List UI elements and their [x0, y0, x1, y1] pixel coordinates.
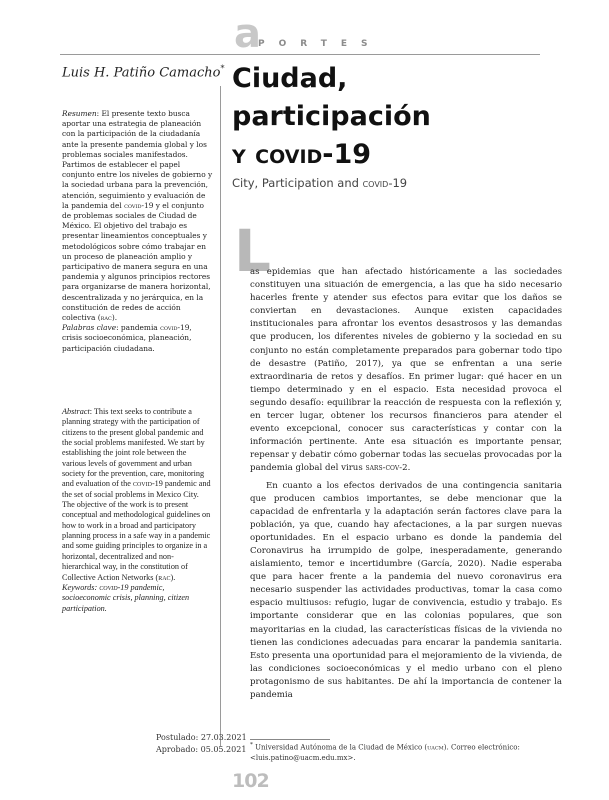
article-body [250, 266, 562, 702]
body-paragraph-2: En cuanto a los efectos derivados de una contingencia sanitaria que producen cambios importantes, se debe mencionar que la capacidad de enfrentarla y la adaptación serán factores clave para la población, ya que, cuando hay afectaciones, a la par surgen nuevas oportunidades. En el espacio urbano es donde la pandemia del Coronavirus ha irrumpido de golpe, inesperadamente, generando aislamiento, temor e incertidumbre (García, 2020). Nadie esperaba que para hacer frente a la pandemia del nuevo coronavirus era necesario suspender las actividades productivas, tomar la casa como espacio multiusos: refugio, lugar de convivencia, estudio y trabajo. Es importante considerar que en las colonias populares, que son mayoritarias en la ciudad, las características físicas de la vivienda no tienen las condiciones adecuadas para encarar la pandemia sanitaria. Esto presenta una oportunidad para el mejoramiento de la vivienda, de las condiciones socioeconómicas y el medio urbano con el pleno protagonismo de sus habitantes. De ahí la importancia de contener la pandemia [250, 480, 562, 700]
palabras-clave: Palabras clave: pandemia covid-19, crisis socioeconómica, planeación, participación ciudadana. [62, 323, 192, 353]
author-name: Luis H. Patiño Camacho* [62, 64, 225, 81]
resumen-block [62, 109, 214, 354]
article-title: Ciudad, participación y covid-19 [232, 63, 431, 170]
drop-cap: L [234, 217, 271, 285]
footnote: * Universidad Autónoma de la Ciudad de México (uacm). Correo electrónico: <luis.patino@uacm.edu.mx>. [250, 742, 520, 763]
article-subtitle: City, Participation and covid-19 [232, 176, 408, 190]
dates-block [156, 732, 247, 755]
abstract-block [62, 407, 212, 614]
keywords: Keywords: covid-19 pandemic, socioeconomic crisis, planning, citizen participation. [62, 582, 190, 613]
resumen-text: Resumen: El presente texto busca aportar una estrategia de planeación con la participación de la ciudadanía ante la presente pandemia global y los problemas sociales manifestados. Partimos de establecer el papel conjunto entre los niveles de gobierno y la sociedad urbana para la prevención, atención, seguimiento y evaluación de la pandemia del covid-19 y el conjunto de problemas sociales de Ciudad de México. El objetivo del trabajo es presentar lineamientos conceptuales y metodológicos sobre cómo trabajar en un proceso de planeación amplio y participativo de manera segura en una pandemia y algunos principios rectores para organizarse de manera horizontal, descentralizada y no jerárquica, en la constitución de redes de acción colectiva (rac). [62, 109, 213, 323]
page-number: 102 [232, 770, 269, 792]
column-divider [220, 86, 221, 746]
abstract-text: Abstract: This text seeks to contribute a planning strategy with the participation of citizens to the present global pandemic and the social problems manifested. We start by establishing the joint role between the various levels of government and urban society for the prevention, care, monitoring and evaluation of the covid-19 pandemic and the set of social problems in Mexico City. The objective of the work is to present conceptual and methodological guidelines on how to work in a broad and participatory planning process in a safe way in a pandemic and some guiding principles to organize in a horizontal, decentralized and non-hierarchical way, in the constitution of Collective Action Networks (rac). [62, 407, 211, 582]
section-letter: a [234, 11, 261, 57]
section-name: PORTES [258, 39, 382, 49]
date-postulado: Postulado: 27.03.2021 [156, 733, 247, 742]
date-aprobado: Aprobado: 05.05.2021 [156, 744, 247, 754]
header-rule [60, 54, 540, 55]
body-paragraph-1: as epidemias que han afectado históricamente a las sociedades constituyen una situación de emergencia, a las que ha sido necesario hacerles frente y atender sus efectos para evitar que los daños se conviertan en devastaciones. Aunque existen capacidades institucionales para afrontar los eventos desastrosos y las demandas que producen, los diferentes niveles de gobierno y la sociedad en su conjunto no están completamente preparados para gobernar todo tipo de desastre (Patiño, 2017), ya que se enfrentan a una serie extraordinaria de retos y desafíos. En primer lugar: qué hacer en un tiempo determinado y en el espacio. Esta necesidad provoca el segundo desafío: equilibrar la reacción de respuesta con la reflexión y, en tercer lugar, obtener los recursos financieros para atender el evento excepcional, conocer sus características y contar con la información pertinente. Ante esa situación es importante pensar, repensar y debatir cómo gobernar todas las secuelas provocadas por la pandemia global del virus sars-cov-2. [250, 267, 562, 474]
